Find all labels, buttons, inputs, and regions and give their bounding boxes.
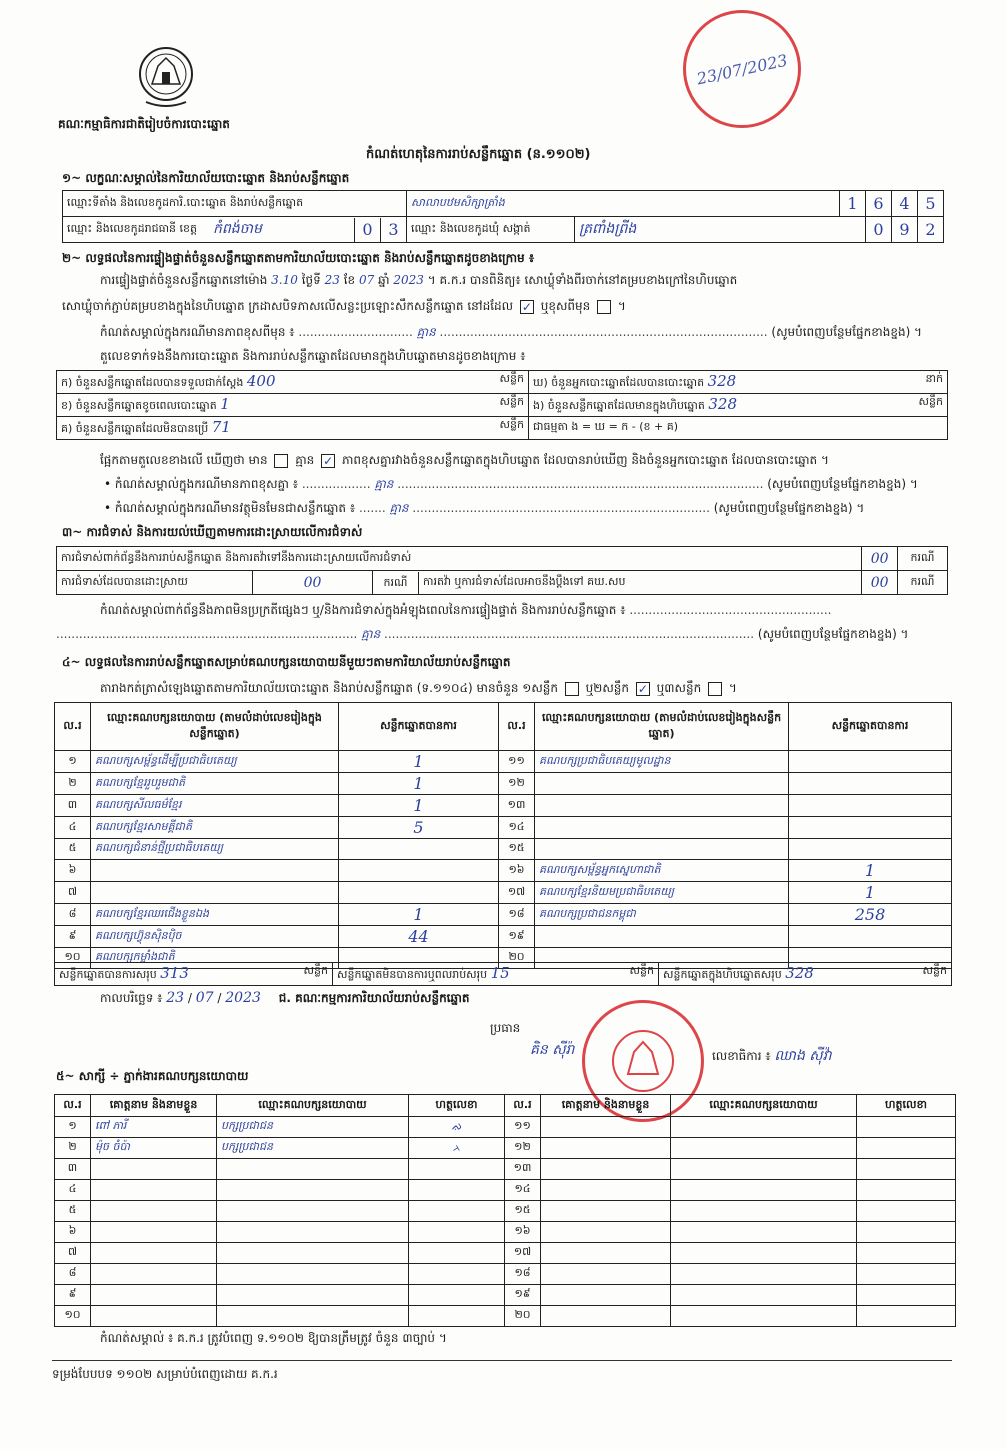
unit: សន្លឹក [922, 964, 947, 977]
witness-signature [857, 1117, 956, 1138]
witness-signature [857, 1243, 956, 1264]
row-no: ២០ [505, 1306, 541, 1327]
table-row [55, 795, 952, 817]
party-name: គណបក្សសីលធម៌ខ្មែរ [91, 795, 339, 817]
witness-name [541, 1285, 671, 1306]
row-no: ៧ [55, 1243, 91, 1264]
witness-name [541, 1264, 671, 1285]
chair-name: គិន ស៊ីរ៉ា [530, 1042, 575, 1058]
year-value: 2023 [393, 273, 424, 287]
witness-party [217, 1264, 409, 1285]
col-sign: ហត្ថលេខា [857, 1095, 956, 1117]
row-no: ១១ [505, 1117, 541, 1138]
party-name [535, 817, 789, 839]
irregularity-note-line: ............................................................................... គ្មាន ................................................................................................. (សូមបំពេញបន្ថែមផ្នែកខាងខ្នង) ។ [56, 627, 909, 641]
witness-signature [857, 1306, 956, 1327]
vote-count [789, 839, 952, 860]
secretary-label: លេខាធិការ [712, 1049, 762, 1063]
witness-signature [857, 1159, 956, 1180]
unit: ករណី [898, 547, 948, 571]
col-no: ល.រ [499, 703, 535, 751]
form-footer: ទម្រង់បែបបទ ១១០២ សម្រាប់បំពេញដោយ គ.ក.រ [52, 1367, 278, 1381]
table-row [55, 839, 952, 860]
digit: 6 [866, 191, 892, 217]
bullet2-value: គ្មាន [389, 501, 409, 515]
col-sign: ហត្ថលេខា [409, 1095, 505, 1117]
text: កំណត់សម្គាល់ក្នុងករណីមានភាពខុសពីមុន ៖ [100, 325, 295, 339]
table-row [55, 817, 952, 839]
section5-title: ៥~ សាក្សី ÷ ភ្នាក់ងារគណបក្សនយោបាយ [56, 1069, 249, 1083]
objection-r2-label-b: ការតវ៉ា ឬការជំទាស់ដែលអាចនឹងប្តឹងទៅ គឃ.សប [423, 574, 626, 588]
vote-count: 1 [339, 795, 499, 817]
col-name: គោត្តនាម និងនាមខ្លួន [91, 1095, 217, 1117]
witness-party [671, 1159, 857, 1180]
row2-value-b: ត្រពាំងព្រីង [575, 217, 866, 243]
text: (សូមបំពេញបន្ថែមផ្នែកខាងខ្នង) ។ [713, 501, 865, 515]
digit: 0 [354, 218, 380, 242]
row1-value: សាលាបឋមសិក្សាត្រាំង [407, 191, 840, 217]
witness-party [217, 1222, 409, 1243]
table-row [55, 1138, 956, 1159]
col-votes: សន្លឹកឆ្នោតបានការ [789, 703, 952, 751]
party-name [535, 795, 789, 817]
witness-name [541, 1222, 671, 1243]
unit: សន្លឹក [303, 964, 328, 977]
secretary-name: ឈាង ស៊ីវ៉ា [774, 1048, 832, 1064]
vote-count: 1 [789, 860, 952, 882]
official-seal-icon [683, 10, 801, 128]
total-valid-value: 313 [160, 964, 189, 982]
witness-party [217, 1201, 409, 1222]
party-name: គណបក្សសម្ព័ន្ធដើម្បីប្រជាធិបតេយ្យ [91, 751, 339, 773]
vote-count [789, 751, 952, 773]
row-no: ១៥ [499, 839, 535, 860]
formula: ជាធម្មតា ង = ឃ = ក - (ខ + គ) [529, 417, 948, 440]
party-name: គណបក្សប្រជាធិបតេយ្យមូលដ្ឋាន [535, 751, 789, 773]
row-no: ១៤ [505, 1180, 541, 1201]
row-no: ១៩ [499, 926, 535, 948]
row-no: ១៥ [505, 1201, 541, 1222]
bullet2-line: • កំណត់សម្គាល់ក្នុងករណីមានវត្ថុមិនមែនជាសន្លឹកឆ្នោត ៖ ....... គ្មាន .............................................................................. (សូមបំពេញបន្ថែមផ្នែកខាងខ្នង) ។ [104, 501, 865, 515]
one-sheet-checkbox[interactable] [565, 682, 579, 696]
row-no: ១៨ [499, 904, 535, 926]
party-name: គណបក្សកម្លាំងជាតិ [91, 948, 339, 969]
hour-value: 3.10 [271, 273, 298, 287]
digit: 4 [892, 191, 918, 217]
table-row [55, 926, 952, 948]
row2-value: កំពង់ចាម [213, 221, 262, 237]
row-no: ២ [55, 1138, 91, 1159]
text: (សូមបំពេញបន្ថែមផ្នែកខាងខ្នង) ។ [767, 477, 918, 491]
witness-name [91, 1264, 217, 1285]
row-no: ៥ [55, 839, 91, 860]
party-name: គណបក្សហ៊្វុនស៊ិនប៉ិច [91, 926, 339, 948]
witness-name [541, 1201, 671, 1222]
witness-name [91, 1159, 217, 1180]
witness-name: ពៅ ភារី [91, 1117, 217, 1138]
same-checkbox[interactable]: ✓ [521, 299, 532, 314]
witness-signature [857, 1201, 956, 1222]
witness-signature [857, 1222, 956, 1243]
vote-count: 1 [339, 751, 499, 773]
committee-label: ជ. គណៈកម្មការការិយាល័យរាប់សន្លឹកឆ្នោត [278, 991, 470, 1005]
totals-table [54, 962, 952, 986]
unit: នាក់ [925, 372, 943, 385]
section2-title: ២~ លទ្ធផលនៃការផ្ទៀងផ្ទាត់ចំនួនសន្លឹកឆ្នោតតាមការិយាល័យបោះឆ្នោត និងរាប់សន្លឹកឆ្នោតដូចខាងក្រោម ៖ [62, 251, 535, 265]
text: • កំណត់សម្គាល់ក្នុងករណីមានវត្ថុមិនមែនជាសន្លឹកឆ្នោត ៖ [104, 501, 356, 515]
divider [52, 1360, 952, 1361]
party-name [535, 773, 789, 795]
irregularity-note-label: កំណត់សម្គាល់ពាក់ព័ន្ធនឹងភាពមិនប្រក្រតីផ្សេងៗ ឬ/និងការជំទាស់ក្នុងអំឡុងពេលនៃការផ្ទៀងផ្ទាត់ និងការរាប់សន្លឹកឆ្នោត ៖ ..................................................... [100, 603, 832, 617]
row-no: ១៦ [505, 1222, 541, 1243]
vote-count [789, 795, 952, 817]
count-a-label: ក) ចំនួនសន្លឹកឆ្នោតដែលបានទទួលជាក់ស្តែង [61, 376, 244, 389]
text: ផ្អែកតាមតួលេខខាងលើ ឃើញថា មាន [100, 453, 268, 467]
vote-count: 5 [339, 817, 499, 839]
witness-name [91, 1285, 217, 1306]
row-no: ១៧ [499, 882, 535, 904]
row-no: ១៩ [505, 1285, 541, 1306]
date-day: 23 [166, 990, 185, 1006]
party-name: គណបក្សប្រជាជនកម្ពុជា [535, 904, 789, 926]
discrepancy-line [100, 452, 829, 470]
text: ។ គ.ក.រ បានពិនិត្យ៖ សោឃ្លុំទាំងពីរចាក់នៅគម្របខាងក្រៅនៃហិបឆ្នោត [427, 273, 738, 287]
section1-table [62, 190, 944, 243]
party-name [91, 860, 339, 882]
witness-party [217, 1159, 409, 1180]
row-no: ១៣ [499, 795, 535, 817]
count-e-value: 328 [708, 395, 738, 413]
witness-signature [857, 1264, 956, 1285]
witness-signature [857, 1180, 956, 1201]
witness-party [217, 1243, 409, 1264]
table-row [55, 773, 952, 795]
count-d-value: 328 [707, 372, 737, 390]
row-no: ១៣ [505, 1159, 541, 1180]
count-d-label: ឃ) ចំនួនអ្នកបោះឆ្នោតដែលបានបោះឆ្នោត [533, 376, 705, 389]
row-no: ៦ [55, 1222, 91, 1243]
digit: 3 [380, 218, 406, 242]
col-party: ឈ្មោះគណបក្សនយោបាយ [217, 1095, 409, 1117]
row-no: ២ [55, 773, 91, 795]
col-party: ឈ្មោះគណបក្សនយោបាយ (តាមលំដាប់លេខរៀងក្នុងសន្លឹកឆ្នោត) [91, 703, 339, 751]
row-no: ១ [55, 1117, 91, 1138]
text: ឆ្នាំ [378, 273, 390, 287]
count-c-value: 71 [211, 418, 231, 436]
witness-name [91, 1222, 217, 1243]
section4-title: ៤~ លទ្ធផលនៃការរាប់សន្លឹកឆ្នោតសម្រាប់គណបក្សនយោបាយនីមួយៗតាមការិយាល័យរាប់សន្លឹកឆ្នោត [62, 655, 511, 669]
witness-party [671, 1201, 857, 1222]
row-no: ១៨ [505, 1264, 541, 1285]
vote-count [789, 817, 952, 839]
witness-name [91, 1201, 217, 1222]
row-no: ៨ [55, 904, 91, 926]
row-no: ៤ [55, 1180, 91, 1201]
row-no: ៣ [55, 1159, 91, 1180]
table-row [55, 1180, 956, 1201]
party-name: គណបក្សខ្មែរឈរជើងខ្លួនឯង [91, 904, 339, 926]
witness-signature [857, 1285, 956, 1306]
secretary-line: លេខាធិការ ៖ ឈាង ស៊ីវ៉ា [712, 1048, 832, 1064]
unit: សន្លឹក [499, 372, 524, 385]
different-checkbox[interactable] [597, 300, 611, 314]
row-no: ៩ [55, 926, 91, 948]
witness-signature [409, 1243, 505, 1264]
witness-name [91, 1180, 217, 1201]
text: ភាពខុសគ្នារវាងចំនួនសន្លឹកឆ្នោតក្នុងហិបឆ្នោត ដែលបានរាប់ឃើញ និងចំនួនអ្នកបោះឆ្នោត ដែលបានបោះឆ្នោត ។ [341, 453, 829, 467]
witness-signature [409, 1201, 505, 1222]
total-box-value: 328 [785, 964, 814, 982]
digit: 1 [840, 191, 866, 217]
witness-signature [409, 1285, 505, 1306]
note-value: គ្មាន [416, 325, 436, 339]
unit: ករណី [373, 572, 419, 594]
digit: 2 [918, 217, 944, 243]
objection-r1-label: ការជំទាស់ពាក់ព័ន្ធនឹងការរាប់សន្លឹកឆ្នោត និងការតវ៉ាទៅនឹងការដោះស្រាយលើការជំទាស់ [57, 547, 862, 571]
witness-name: ម៉ុច ចំប៉ា [91, 1138, 217, 1159]
seal-check-line: សោឃ្លុំចាក់ភ្ជាប់គម្របខាងក្នុងនៃហិបឆ្នោត ក្រដាសបិទភាសលើសន្លះប្រឡោះសឹកសន្លឹកឆ្នោត នៅដដែល ✓ ឬខុសពីមុន ។ [62, 299, 626, 314]
row-no: ១០ [55, 1306, 91, 1327]
stamp-date: 23/07/2023 [694, 50, 790, 88]
unit: សន្លឹក [629, 964, 654, 977]
diff-note-line: កំណត់សម្គាល់ក្នុងករណីមានភាពខុសពីមុន ៖ .............................. គ្មាន ...................................................................................... (សូមបំពេញបន្ថែមផ្នែកខាងខ្នង) ។ [100, 325, 922, 339]
witness-signature [409, 1159, 505, 1180]
table-row [55, 904, 952, 926]
two-sheet-checkbox[interactable]: ✓ [637, 681, 648, 696]
party-name: គណបក្សខ្មែរនិយមប្រជាធិបតេយ្យ [535, 882, 789, 904]
text: កាលបរិច្ឆេទ ៖ [100, 991, 163, 1005]
section3-title: ៣~ ការជំទាស់ និងការយល់ឃើញតាមការដោះស្រាយលើការជំទាស់ [62, 525, 363, 539]
bullet1-line: • កំណត់សម្គាល់ក្នុងករណីមានភាពខុសគ្នា ៖ .................. គ្មាន ................................................................................................ (សូមបំពេញបន្ថែមផ្នែកខាងខ្នង) ។ [104, 477, 918, 491]
witness-name [91, 1306, 217, 1327]
day-value: 23 [324, 273, 340, 287]
bullet1-value: គ្មាន [374, 477, 394, 491]
text: ថ្ងៃទី [301, 273, 321, 287]
count-e-label: ង) ចំនួនសន្លឹកឆ្នោតដែលមានក្នុងហិបឆ្នោត [533, 399, 705, 412]
row-no: ៧ [55, 882, 91, 904]
date-year: 2023 [225, 990, 261, 1006]
vote-count [339, 882, 499, 904]
has-discrepancy-checkbox[interactable] [274, 454, 288, 468]
col-name: គោត្តនាម និងនាមខ្លួន [541, 1095, 671, 1117]
witness-party [217, 1306, 409, 1327]
party-name [535, 839, 789, 860]
witness-name [541, 1117, 671, 1138]
text: ខែ [343, 273, 356, 287]
digit: 5 [918, 191, 944, 217]
org-name: គណៈកម្មាធិការជាតិរៀបចំការបោះឆ្នោត [58, 117, 230, 131]
vote-count [789, 926, 952, 948]
witness-signature [409, 1180, 505, 1201]
text: • កំណត់សម្គាល់ក្នុងករណីមានភាពខុសគ្នា ៖ [104, 477, 299, 491]
row-no: ១២ [499, 773, 535, 795]
verification-line [100, 272, 737, 290]
row-no: ១៦ [499, 860, 535, 882]
vote-count: 1 [339, 773, 499, 795]
table-row [55, 882, 952, 904]
results-table [54, 702, 952, 969]
total-valid-label: សន្លឹកឆ្នោតបានការសរុប [59, 968, 157, 981]
text: (សូមបំពេញបន្ថែមផ្នែកខាងខ្នង) ។ [757, 627, 909, 641]
count-a-value: 400 [246, 372, 276, 390]
counts-table [56, 370, 948, 440]
text: (សូមបំពេញបន្ថែមផ្នែកខាងខ្នង) ។ [771, 325, 922, 339]
col-no: ល.រ [55, 1095, 91, 1117]
objection-r2-label: ការជំទាស់ដែលបានដោះស្រាយ [57, 571, 253, 595]
party-name: គណបក្សខ្មែររួបរួមជាតិ [91, 773, 339, 795]
count-b-label: ខ) ចំនួនសន្លឹកឆ្នោតខូចពេលបោះឆ្នោត [61, 399, 217, 412]
text: ឬ៣សន្លឹក [656, 681, 702, 695]
three-sheet-checkbox[interactable] [708, 682, 722, 696]
row2-label-b: ឈ្មោះ និងលេខកូដឃុំ សង្កាត់ [407, 217, 575, 243]
witness-signature [857, 1138, 956, 1159]
date-month: 07 [195, 990, 214, 1006]
witness-name [541, 1159, 671, 1180]
row-no: ៦ [55, 860, 91, 882]
witness-name [541, 1306, 671, 1327]
witness-party: បក្សប្រជាជន [217, 1117, 409, 1138]
vote-count [789, 773, 952, 795]
witness-party [671, 1117, 857, 1138]
table-row [55, 860, 952, 882]
total-invalid-value: 15 [490, 964, 510, 982]
date-line: កាលបរិច្ឆេទ ៖ 23 / 07 / 2023 ជ. គណៈកម្មការការិយាល័យរាប់សន្លឹកឆ្នោត [100, 990, 470, 1006]
row-no: ១១ [499, 751, 535, 773]
witness-party [671, 1243, 857, 1264]
month-value: 07 [358, 273, 375, 287]
table-row [55, 1285, 956, 1306]
vote-count: 1 [339, 904, 499, 926]
row-no: ៣ [55, 795, 91, 817]
witness-name [91, 1243, 217, 1264]
witness-name [541, 1180, 671, 1201]
row-no: ១០ [55, 948, 91, 969]
party-name: គណបក្សសម្ព័ន្ធអ្នកស្នេហាជាតិ [535, 860, 789, 882]
witness-party [217, 1285, 409, 1306]
irregularity-note-value: គ្មាន [361, 627, 381, 641]
witness-party [671, 1306, 857, 1327]
unit: សន្លឹក [499, 395, 524, 408]
table-row [55, 1201, 956, 1222]
form-title: កំណត់ហេតុនៃការរាប់សន្លឹកឆ្នោត (ន.១១០២) [366, 147, 591, 162]
section1-title: ១~ លក្ខណៈសម្គាល់នៃការិយាល័យបោះឆ្នោត និងរាប់សន្លឹកឆ្នោត [62, 171, 350, 185]
unit: ករណី [898, 571, 948, 595]
party-name [91, 882, 339, 904]
row-no: ៨ [55, 1264, 91, 1285]
vote-count [339, 839, 499, 860]
table-row [55, 1117, 956, 1138]
text: ឬខុសពីមុន [540, 299, 591, 313]
text: ការផ្ទៀងផ្ទាត់ចំនួនសន្លឹកឆ្នោតនៅម៉ោង [100, 273, 268, 287]
table-row [55, 1159, 956, 1180]
row-no: ១៤ [499, 817, 535, 839]
table-row [55, 1264, 956, 1285]
objection-r2-value: 00 [253, 571, 373, 595]
vote-count: 44 [339, 926, 499, 948]
vote-count: 1 [789, 882, 952, 904]
text: សោឃ្លុំចាក់ភ្ជាប់គម្របខាងក្នុងនៃហិបឆ្នោត ក្រដាសបិទភាសលើសន្លះប្រឡោះសឹកសន្លឹកឆ្នោត នៅដដែល [62, 299, 514, 313]
footnote: កំណត់សម្គាល់ ៖ គ.ក.រ ត្រូវបំពេញ ទ.១១០២ ឱ្យបានត្រឹមត្រូវ ចំនួន ៣ច្បាប់ ។ [100, 1331, 447, 1345]
vote-count: 258 [789, 904, 952, 926]
witness-party [671, 1264, 857, 1285]
col-party: ឈ្មោះគណបក្សនយោបាយ (តាមលំដាប់លេខរៀងក្នុងសន្លឹកឆ្នោត) [535, 703, 789, 751]
count-b-value: 1 [220, 395, 230, 413]
col-no: ល.រ [55, 703, 91, 751]
table-row [55, 1306, 956, 1327]
col-no: ល.រ [505, 1095, 541, 1117]
party-name: គណបក្សជំនាន់ថ្មីប្រជាធិបតេយ្យ [91, 839, 339, 860]
witness-party: បក្សប្រជាជន [217, 1138, 409, 1159]
witness-table [54, 1094, 956, 1327]
witness-signature [409, 1222, 505, 1243]
text: កំណត់សម្គាល់ពាក់ព័ន្ធនឹងភាពមិនប្រក្រតីផ្សេងៗ ឬ/និងការជំទាស់ក្នុងអំឡុងពេលនៃការផ្ទៀងផ្ទាត់ និងការរាប់សន្លឹកឆ្នោត ៖ [100, 603, 626, 617]
total-invalid-label: សន្លឹកឆ្នោតមិនបានការឬពលរាប់សរុប [337, 968, 488, 981]
row-no: ១ [55, 751, 91, 773]
table-row [55, 1222, 956, 1243]
party-name: គណបក្សខ្មែរសាមគ្គីជាតិ [91, 817, 339, 839]
digit: 0 [866, 217, 892, 243]
unit: សន្លឹក [499, 418, 524, 431]
vote-count [339, 860, 499, 882]
counts-intro: តួលេខទាក់ទងនឹងការបោះឆ្នោត និងការរាប់សន្លឹកឆ្នោតដែលមានក្នុងហិបឆ្នោតមានដូចខាងក្រោម ៖ [100, 349, 526, 363]
row-no: ៩ [55, 1285, 91, 1306]
col-votes: សន្លឹកឆ្នោតបានការ [339, 703, 499, 751]
row2-label: ឈ្មោះ និងលេខកូដរាជធានី ខេត្ត [67, 221, 197, 235]
table-row [55, 1243, 956, 1264]
row-no: ៤ [55, 817, 91, 839]
witness-party [671, 1180, 857, 1201]
witness-name [541, 1138, 671, 1159]
row1-label: ឈ្មោះទីតាំង និងលេខកូដការិ.បោះឆ្នោត និងរាប់សន្លឹកឆ្នោត [63, 191, 407, 217]
witness-party [217, 1180, 409, 1201]
witness-signature [409, 1264, 505, 1285]
row-no: ១៧ [505, 1243, 541, 1264]
unit: សន្លឹក [918, 395, 943, 408]
text: ឬ២សន្លឹក [585, 681, 630, 695]
witness-party [671, 1222, 857, 1243]
sheet-count-line: តារាងកត់ត្រាសំឡេងឆ្នោតតាមការិយាល័យបោះឆ្នោត និងរាប់សន្លឹកឆ្នោត (ទ.១១០៤) មានចំនួន ១សន្លឹក ឬ២សន្លឹក ✓ ឬ៣សន្លឹក ។ [100, 681, 737, 696]
col-party: ឈ្មោះគណបក្សនយោបាយ [671, 1095, 857, 1117]
objections-table [56, 546, 948, 595]
row-no: ១២ [505, 1138, 541, 1159]
row-no: ៥ [55, 1201, 91, 1222]
witness-signature: ᨁ [409, 1117, 505, 1138]
table-row [55, 751, 952, 773]
objection-r1-value: 00 [862, 547, 898, 571]
text: គ្មាន [295, 453, 315, 467]
no-discrepancy-checkbox[interactable]: ✓ [323, 453, 334, 468]
party-name [535, 926, 789, 948]
objection-r2-value-b: 00 [862, 571, 898, 595]
witness-party [671, 1285, 857, 1306]
chair-label: ប្រធាន [490, 1021, 521, 1035]
witness-signature: ᨂ [409, 1138, 505, 1159]
witness-party [671, 1138, 857, 1159]
nec-emblem-icon [138, 44, 194, 110]
witness-signature [409, 1306, 505, 1327]
text: តារាងកត់ត្រាសំឡេងឆ្នោតតាមការិយាល័យបោះឆ្នោត និងរាប់សន្លឹកឆ្នោត (ទ.១១០៤) មានចំនួន ១សន្លឹក [100, 681, 558, 695]
digit: 9 [892, 217, 918, 243]
row-no: ២០ [499, 948, 535, 969]
count-c-label: គ) ចំនួនសន្លឹកឆ្នោតដែលមិនបានប្រើ [61, 422, 209, 435]
total-box-label: សន្លឹកឆ្នោតក្នុងហិបឆ្នោតសរុប [663, 968, 782, 981]
witness-name [541, 1243, 671, 1264]
